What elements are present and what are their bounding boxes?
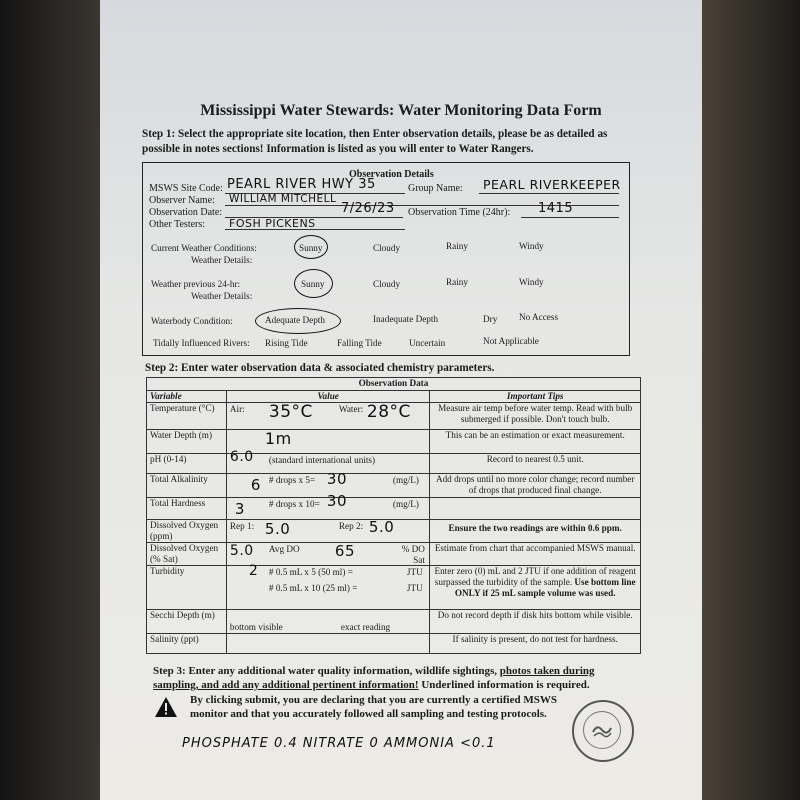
col-tips: Important Tips	[430, 391, 641, 403]
alkalinity-tip: Add drops until no more color change; record number of drops that produced final change.	[430, 474, 641, 498]
alkalinity-multiplier: # drops x 5=	[268, 475, 316, 485]
alkalinity-value[interactable]: 30	[326, 470, 348, 488]
prev-weather-label: Weather previous 24-hr:	[151, 279, 241, 289]
step3-photos-link[interactable]: photos taken during sampling, and add any additional pertinent information!	[153, 665, 595, 691]
do-sat-tip: Estimate from chart that accompanied MSWS manual.	[430, 543, 641, 566]
observer-name-label: Observer Name:	[149, 195, 215, 206]
table-row-turbidity	[147, 566, 641, 610]
waterbody-selected-circle	[255, 308, 341, 334]
col-variable: Variable	[147, 391, 227, 403]
temperature-tip: Measure air temp before water temp. Read with bulb submerged if possible. Don't touch bulb.	[430, 403, 641, 430]
salinity-label: Salinity (ppt)	[147, 634, 227, 654]
alkalinity-drops[interactable]: 6	[250, 476, 261, 494]
form-paper	[100, 0, 702, 800]
observation-date-value[interactable]: 7/26/23	[341, 201, 395, 216]
turbidity-value[interactable]: 2	[248, 563, 259, 579]
form-title: Mississippi Water Stewards: Water Monitoring Data Form	[200, 102, 602, 119]
turbidity-line2: # 0.5 mL x 10 (25 ml) =	[268, 583, 358, 593]
table-row-salinity	[147, 634, 641, 654]
current-weather-windy[interactable]: Windy	[519, 241, 544, 251]
observer-name-value[interactable]: WILLIAM MITCHELL	[229, 193, 337, 205]
prev-weather-details-label: Weather Details:	[191, 291, 253, 301]
salinity-tip: If salinity is present, do not test for hardness.	[430, 634, 641, 654]
table-row-ph	[147, 454, 641, 474]
step1-instructions: Step 1: Select the appropriate site location, then Enter observation details, please be as detailed as possible in notes sections! Information is listed as you will enter to Water Rangers.	[142, 128, 608, 155]
rep1-value[interactable]: 5.0	[264, 520, 291, 538]
air-temp-value[interactable]: 35°C	[268, 402, 313, 422]
hardness-unit: (mg/L)	[392, 499, 419, 509]
rep2-label: Rep 2:	[338, 521, 364, 531]
group-name-value[interactable]: PEARL RIVERKEEPER	[483, 177, 621, 192]
site-code-label: MSWS Site Code:	[149, 183, 223, 194]
prev-weather-cloudy[interactable]: Cloudy	[373, 279, 401, 289]
group-name-label: Group Name:	[408, 183, 463, 194]
water-label: Water:	[338, 404, 364, 414]
depth-label: Water Depth (m)	[147, 430, 227, 454]
temperature-label: Temperature (°C)	[147, 403, 227, 430]
waterbody-no-access[interactable]: No Access	[519, 312, 559, 322]
observation-time-value[interactable]: 1415	[538, 201, 574, 216]
background-left	[0, 0, 100, 800]
site-code-value[interactable]: PEARL RIVER HWY 35	[227, 177, 376, 192]
tidal-label: Tidally Influenced Rivers:	[153, 338, 250, 348]
step3-tail: Underlined information is required.	[421, 679, 590, 691]
rep1-label: Rep 1:	[229, 521, 255, 531]
current-weather-rainy[interactable]: Rainy	[446, 241, 468, 251]
table-row-temperature	[147, 403, 641, 430]
turbidity-line1: # 0.5 mL x 5 (50 ml) =	[268, 567, 353, 577]
ph-label: pH (0-14)	[147, 454, 227, 474]
do-tip: Ensure the two readings are within 0.6 ppm.	[430, 520, 641, 543]
table-row-secchi	[147, 610, 641, 634]
depth-tip: This can be an estimation or exact measurement.	[430, 430, 641, 454]
ph-tip: Record to nearest 0.5 unit.	[430, 454, 641, 474]
alkalinity-unit: (mg/L)	[392, 475, 419, 485]
tidal-uncertain[interactable]: Uncertain	[409, 338, 446, 348]
observation-details-heading: Observation Details	[349, 169, 434, 180]
observation-time-label: Observation Time (24hr):	[408, 207, 511, 218]
step2-instructions: Step 2: Enter water observation data & associated chemistry parameters.	[145, 362, 495, 374]
depth-value[interactable]: 1m	[264, 429, 292, 448]
current-weather-details-label: Weather Details:	[191, 255, 253, 265]
certification-warning: By clicking submit, you are declaring that you are currently a certified MSWS monitor and that you accurately followed all sampling and testing protocols.	[190, 694, 557, 720]
do-sat-label: Dissolved Oxygen (% Sat)	[147, 543, 227, 566]
current-weather-sunny[interactable]: Sunny	[299, 243, 323, 253]
turbidity-tip	[430, 566, 641, 610]
logo-wave-icon	[591, 720, 613, 740]
hardness-value[interactable]: 30	[326, 492, 348, 510]
prev-weather-windy[interactable]: Windy	[519, 277, 544, 287]
ph-value[interactable]: 6.0	[229, 449, 254, 465]
step3-instructions	[153, 664, 623, 692]
waterbody-inadequate-depth[interactable]: Inadequate Depth	[373, 314, 439, 324]
prev-weather-sunny[interactable]: Sunny	[301, 279, 325, 289]
waterbody-dry[interactable]: Dry	[483, 314, 498, 324]
do-label: Dissolved Oxygen (ppm)	[147, 520, 227, 543]
col-value: Value	[226, 391, 430, 403]
waterbody-condition-label: Waterbody Condition:	[151, 316, 233, 326]
hardness-drops[interactable]: 3	[234, 500, 245, 518]
turbidity-label: Turbidity	[147, 566, 227, 610]
air-label: Air:	[229, 404, 245, 414]
observation-date-label: Observation Date:	[149, 207, 223, 218]
secchi-label: Secchi Depth (m)	[147, 610, 227, 634]
tidal-falling[interactable]: Falling Tide	[337, 338, 382, 348]
table-row-depth	[147, 430, 641, 454]
table-row-alkalinity	[147, 474, 641, 498]
warning-icon	[154, 696, 178, 718]
ph-unit: (standard international units)	[268, 455, 376, 465]
turbidity-tip-text: Enter zero (0) mL and 2 JTU if one addition of reagent surpassed the turbidity of the sample.	[434, 566, 636, 587]
table-row-dissolved-oxygen	[147, 520, 641, 543]
waterbody-adequate-depth[interactable]: Adequate Depth	[265, 315, 325, 325]
secchi-tip: Do not record depth if disk hits bottom while visible.	[430, 610, 641, 634]
alkalinity-label: Total Alkalinity	[147, 474, 227, 498]
temperature-values	[226, 403, 430, 430]
background-right	[702, 0, 800, 800]
other-testers-label: Other Testers:	[149, 219, 206, 230]
step3-lead: Step 3: Enter any additional water quality information, wildlife sightings,	[153, 665, 497, 677]
current-weather-cloudy[interactable]: Cloudy	[373, 243, 401, 253]
avg-do-label: Avg DO	[268, 544, 300, 554]
do-sat-value[interactable]: 65	[334, 542, 356, 560]
secchi-bottom-visible[interactable]: bottom visible	[229, 622, 283, 632]
tidal-rising[interactable]: Rising Tide	[265, 338, 308, 348]
observation-details-box	[142, 162, 630, 356]
current-weather-selected-circle	[294, 235, 328, 259]
table-row-hardness	[147, 498, 641, 520]
hardness-multiplier: # drops x 10=	[268, 499, 320, 509]
turbidity-tip-bold: Use bottom line ONLY if 25 mL sample volume was used.	[454, 577, 636, 598]
handwritten-notes[interactable]: PHOSPHATE 0.4 NITRATE 0 AMMONIA <0.1	[182, 736, 496, 751]
tidal-not-applicable[interactable]: Not Applicable	[483, 336, 539, 346]
turbidity-unit2: JTU	[406, 583, 423, 593]
prev-weather-rainy[interactable]: Rainy	[446, 277, 468, 287]
do-sat-unit: % DO Sat	[401, 544, 425, 565]
other-testers-value[interactable]: FOSH PICKENS	[229, 217, 316, 230]
water-temp-value[interactable]: 28°C	[366, 402, 411, 422]
table-row-do-saturation	[147, 543, 641, 566]
secchi-exact-reading[interactable]: exact reading	[340, 622, 391, 632]
current-weather-label: Current Weather Conditions:	[151, 243, 257, 253]
table-title: Observation Data	[147, 378, 641, 391]
rep2-value[interactable]: 5.0	[368, 518, 395, 536]
do-sat-avg[interactable]: 5.0	[229, 543, 254, 559]
prev-weather-selected-circle	[294, 269, 333, 298]
turbidity-unit1: JTU	[406, 567, 423, 577]
hardness-label: Total Hardness	[147, 498, 227, 520]
msws-logo	[572, 700, 634, 762]
observation-data-table	[146, 377, 641, 654]
